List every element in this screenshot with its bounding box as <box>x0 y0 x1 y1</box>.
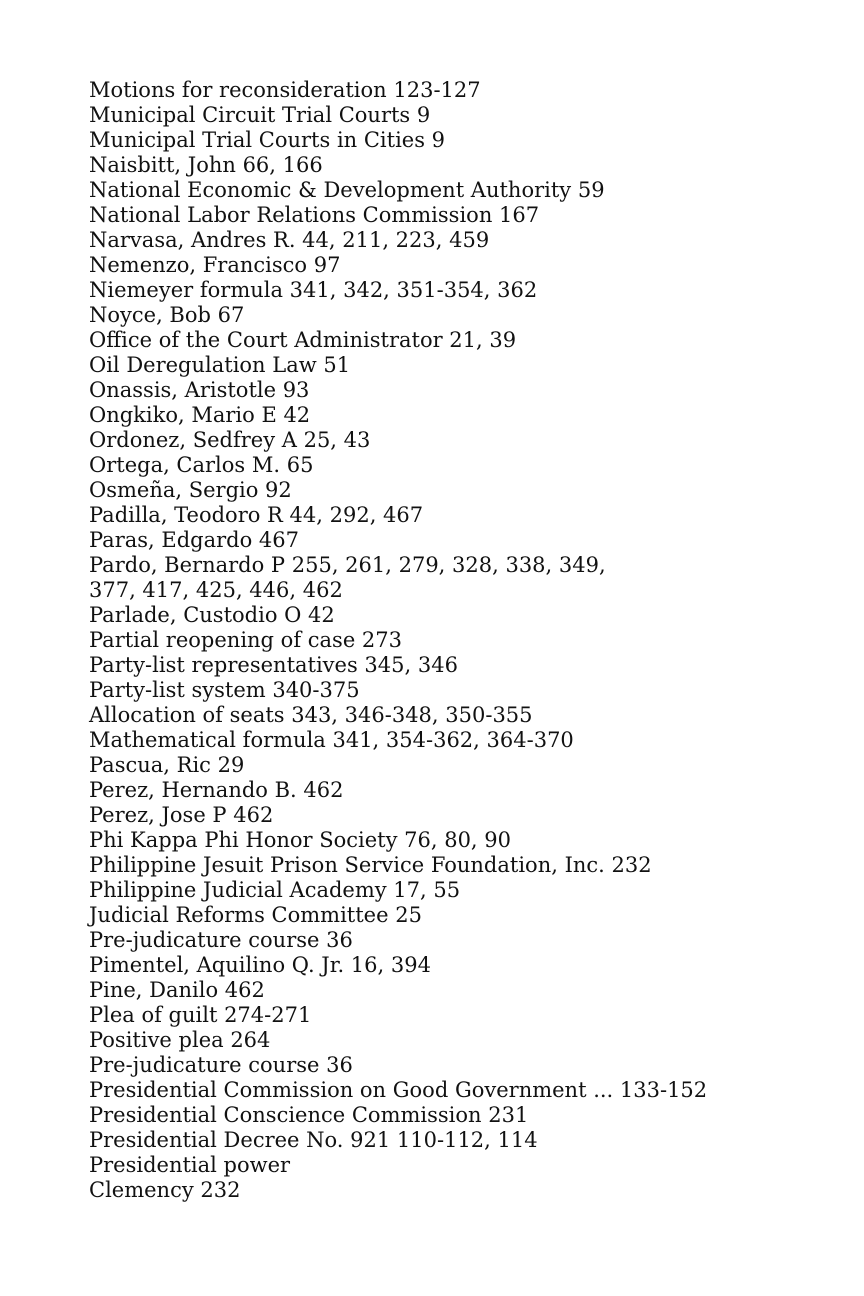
index-page <box>89 78 829 1203</box>
index-entry: Presidential Conscience Commission 231 <box>89 1103 529 1127</box>
index-entry: Party-list system 340-375 <box>89 678 360 702</box>
index-entry: Paras, Edgardo 467 <box>89 528 300 552</box>
index-entry: Pimentel, Aquilino Q. Jr. 16, 394 <box>89 953 431 977</box>
index-entry: Nemenzo, Francisco 97 <box>89 253 341 277</box>
index-entry: Parlade, Custodio O 42 <box>89 603 335 627</box>
index-entry: Pre-judicature course 36 <box>89 1053 353 1077</box>
index-entry: Oil Deregulation Law 51 <box>89 353 351 377</box>
index-entry: Phi Kappa Phi Honor Society 76, 80, 90 <box>89 828 511 852</box>
index-entry: Pardo, Bernardo P 255, 261, 279, 328, 338, 349, <box>89 553 606 577</box>
index-entry: Padilla, Teodoro R 44, 292, 467 <box>89 503 424 527</box>
index-entry: Ongkiko, Mario E 42 <box>89 403 311 427</box>
index-subentry: Allocation of seats 343, 346-348, 350-355 <box>89 703 533 727</box>
index-subentry: Mathematical formula 341, 354-362, 364-370 <box>89 728 574 752</box>
index-entry: Naisbitt, John 66, 166 <box>89 153 323 177</box>
index-entry-continuation: 377, 417, 425, 446, 462 <box>89 578 343 602</box>
index-entry: Presidential Commission on Good Government ... 133-152 <box>89 1078 708 1102</box>
index-entry: Pascua, Ric 29 <box>89 753 245 777</box>
index-entry: Partial reopening of case 273 <box>89 628 403 652</box>
index-entry: Motions for reconsideration 123-127 <box>89 78 481 102</box>
index-entry: Ortega, Carlos M. 65 <box>89 453 314 477</box>
index-subentry: Positive plea 264 <box>89 1028 271 1052</box>
index-entry: Philippine Judicial Academy 17, 55 <box>89 878 461 902</box>
index-subentry: Pre-judicature course 36 <box>89 928 353 952</box>
index-entry: Plea of guilt 274-271 <box>89 1003 312 1027</box>
index-entry: Perez, Hernando B. 462 <box>89 778 344 802</box>
index-entry: National Labor Relations Commission 167 <box>89 203 540 227</box>
index-entry: Philippine Jesuit Prison Service Foundation, Inc. 232 <box>89 853 652 877</box>
index-entry: Osmeña, Sergio 92 <box>89 478 292 502</box>
index-entry: Perez, Jose P 462 <box>89 803 274 827</box>
index-subentry: Clemency 232 <box>89 1178 241 1202</box>
index-entry: Noyce, Bob 67 <box>89 303 245 327</box>
index-entry: Municipal Trial Courts in Cities 9 <box>89 128 446 152</box>
index-entry: Presidential power <box>89 1153 291 1177</box>
index-entry: Ordonez, Sedfrey A 25, 43 <box>89 428 371 452</box>
index-entry: Niemeyer formula 341, 342, 351-354, 362 <box>89 278 538 302</box>
index-entry: Narvasa, Andres R. 44, 211, 223, 459 <box>89 228 490 252</box>
index-entry: Party-list representatives 345, 346 <box>89 653 458 677</box>
index-entry: Municipal Circuit Trial Courts 9 <box>89 103 431 127</box>
index-entry: National Economic & Development Authority 59 <box>89 178 605 202</box>
index-entry: Office of the Court Administrator 21, 39 <box>89 328 517 352</box>
index-entry: Pine, Danilo 462 <box>89 978 265 1002</box>
index-subentry: Judicial Reforms Committee 25 <box>89 903 422 927</box>
index-entry: Onassis, Aristotle 93 <box>89 378 310 402</box>
index-entry: Presidential Decree No. 921 110-112, 114 <box>89 1128 538 1152</box>
